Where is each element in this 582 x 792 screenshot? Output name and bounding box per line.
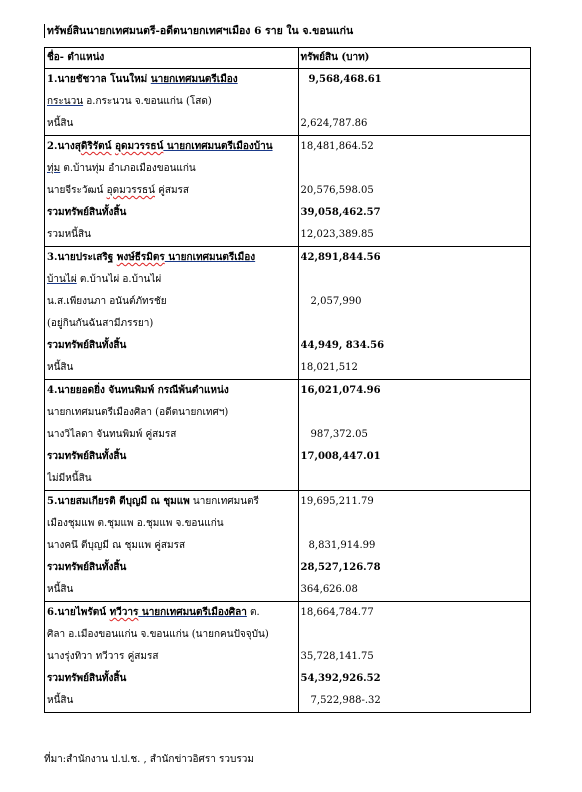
entry-2-total-label: รวมทรัพย์สินทั้งสิ้น — [47, 207, 127, 218]
entry-5-name: 5.นายสมเกียรติ ตีบุญมี ณ ชุมแพ — [47, 496, 190, 507]
entry-6-asset: 18,664,784.77 — [300, 607, 374, 618]
entry-6-line-2: ศิลา อ.เมืองขอนแก่น จ.ขอนแก่น (นายกคนปัจจุบัน) — [47, 629, 269, 640]
entry-2-asset: 18,481,864.52 — [300, 141, 374, 152]
entry-4-total: 17,008,447.01 — [300, 451, 381, 462]
entry-6-sub-district: ต. — [246, 607, 260, 618]
entry-6-asset-cell — [298, 602, 530, 713]
entry-2-total: 39,058,462.57 — [300, 207, 381, 218]
entry-6-surname: ทวีวาร — [109, 607, 139, 618]
entry-2-name-b: ดิริรัตน์ — [80, 141, 112, 152]
entry-2-line-1 — [47, 136, 298, 158]
entry-5-position: นายกเทศมนตรี — [189, 496, 259, 507]
entry-1-name: 1.นายชัชวาล โนนใหม่ — [47, 74, 148, 85]
entry-5-spouse: นางคนึ ตีบุญมี ณ ชุมแพ คู่สมรส — [47, 540, 186, 551]
table-row — [45, 491, 531, 602]
entry-1-asset-cell — [298, 69, 530, 136]
entry-5-total: 28,527,126.78 — [300, 562, 381, 573]
entry-3-name-a: 3.นายประเสริฐ — [47, 252, 117, 263]
entry-2-spouse-c: คู่สมรส — [154, 185, 190, 196]
table-row — [45, 602, 531, 713]
entry-1-name-cell — [45, 69, 299, 136]
entry-4-line-1: 4.นายยอดยิ่ง จันทนพิมพ์ กรณีพ้นตำแหน่ง — [47, 385, 229, 396]
entry-2-spouse — [47, 180, 298, 202]
entry-3-place-link[interactable]: บ้านไผ่ — [47, 274, 77, 285]
entry-3-position-link[interactable]: นายกเทศมนตรีเมือง — [164, 252, 256, 263]
entry-1-debt: 2,624,787.86 — [300, 118, 368, 129]
entry-6-spouse: นางรุ่งทิวา ทวีวาร คู่สมรส — [47, 651, 159, 662]
entry-5-debt-label: หนี้สิน — [47, 584, 74, 595]
entry-2-spouse-b: อุดมวรรธน์ — [106, 185, 155, 196]
entry-2-place-rest: ต.บ้านทุ่ม อำเภอเมืองขอนแก่น — [60, 163, 196, 174]
entry-2-spouse-asset: 20,576,598.05 — [300, 185, 374, 196]
entry-6-total: 54,392,926.52 — [300, 673, 381, 684]
entry-3-asset-cell — [298, 247, 530, 380]
entry-3-debt-label: หนี้สิน — [47, 362, 74, 373]
assets-table — [44, 47, 531, 713]
entry-2-position-link[interactable]: นายกเทศมนตรีเมืองบ้าน — [163, 141, 273, 152]
entry-3-partner-note: (อยู่กินกันฉันสามีภรรยา) — [47, 318, 154, 329]
entry-2-asset-cell — [298, 136, 530, 247]
entry-6-spouse-asset: 35,728,141.75 — [300, 651, 374, 662]
entry-6-line-1 — [47, 602, 298, 624]
entry-3-total-label: รวมทรัพย์สินทั้งสิ้น — [47, 340, 127, 351]
table-header-row — [45, 48, 531, 69]
entry-5-name-cell — [45, 491, 299, 602]
entry-3-partner: น.ส.เพียงนภา อนันต์ภัทรชัย — [47, 296, 167, 307]
entry-2-name-cell — [45, 136, 299, 247]
entry-1-asset: 9,568,468.61 — [308, 74, 382, 85]
entry-5-spouse-asset: 8,831,914.99 — [308, 540, 376, 551]
entry-1-place-rest: อ.กระนวน จ.ขอนแก่น (โสด) — [83, 96, 212, 107]
entry-5-total-label: รวมทรัพย์สินทั้งสิ้น — [47, 562, 127, 573]
entry-6-name-cell — [45, 602, 299, 713]
entry-1-line-1 — [47, 69, 298, 91]
header-name-position: ชื่อ- ตำแหน่ง — [45, 48, 299, 69]
entry-6-debt-label: หนี้สิน — [47, 695, 74, 706]
document-title: ทรัพย์สินนายกเทศมนตรี-อดีตนายกเทศฯเมือง 6 ราย ใน จ.ขอนแก่น — [44, 24, 353, 38]
entry-6-position-link[interactable]: นายกเทศมนตรีเมืองศิลา — [138, 607, 247, 618]
entry-5-asset: 19,695,211.79 — [300, 496, 374, 507]
entry-4-line-2: นายกเทศมนตรีเมืองศิลา (อดีตนายกเทศฯ) — [47, 407, 229, 418]
entry-3-asset: 42,891,844.56 — [300, 252, 381, 263]
entry-1-debt-label: หนี้สิน — [47, 118, 74, 129]
entry-3-line-2 — [47, 269, 298, 291]
entry-1-position-link[interactable]: นายกเทศมนตรีเมือง — [150, 74, 238, 85]
entry-3-partner-asset: 2,057,990 — [310, 296, 362, 307]
entry-4-asset: 16,021,074.96 — [300, 385, 381, 396]
entry-4-asset-cell — [298, 380, 530, 491]
entry-4-spouse: นางวิไลดา จันทนพิมพ์ คู่สมรส — [47, 429, 177, 440]
entry-1-line-2 — [47, 91, 298, 113]
entry-5-asset-cell — [298, 491, 530, 602]
table-row — [45, 69, 531, 136]
entry-4-no-debt: ไม่มีหนี้สิน — [47, 473, 92, 484]
entry-3-debt: 18,021,512 — [300, 362, 358, 373]
entry-3-total: 44,949, 834.56 — [300, 340, 385, 351]
table-row — [45, 136, 531, 247]
table-row — [45, 247, 531, 380]
table-row — [45, 380, 531, 491]
entry-3-line-1 — [47, 247, 298, 269]
entry-2-debt-label: รวมหนี้สิน — [47, 229, 91, 240]
entry-2-surname: อุดมวรรธน์ — [114, 141, 164, 152]
entry-5-line-1 — [47, 491, 298, 513]
entry-6-total-label: รวมทรัพย์สินทั้งสิ้น — [47, 673, 127, 684]
entry-2-place-link[interactable]: ทุ่ม — [47, 163, 61, 174]
entry-4-total-label: รวมทรัพย์สินทั้งสิ้น — [47, 451, 127, 462]
entry-3-place-rest: ต.บ้านไผ่ อ.บ้านไผ่ — [76, 274, 162, 285]
entry-6-name: 6.นายไพรัตน์ — [47, 607, 110, 618]
entry-3-name-cell — [45, 247, 299, 380]
entry-5-line-2: เมืองชุมแพ ต.ชุมแพ อ.ชุมแพ จ.ขอนแก่น — [47, 518, 224, 529]
entry-2-name-a: 2.นางสุ — [47, 141, 81, 152]
entry-2-spouse-a: นายจีระวัฒน์ — [47, 185, 107, 196]
entry-5-debt: 364,626.08 — [300, 584, 358, 595]
entry-2-line-2 — [47, 158, 298, 180]
entry-1-place-link[interactable]: กระนวน — [47, 96, 84, 107]
entry-2-debt: 12,023,389.85 — [300, 229, 374, 240]
entry-3-surname: พงษ์ธีรมิตร — [116, 252, 165, 263]
entry-4-spouse-asset: 987,372.05 — [310, 429, 368, 440]
entry-4-name-cell — [45, 380, 299, 491]
source-note: ที่มา:สำนักงาน ป.ป.ช. , สำนักข่าวอิศรา รวบรวม — [44, 754, 254, 765]
entry-6-debt: 7,522,988-.32 — [310, 695, 381, 706]
header-assets: ทรัพย์สิน (บาท) — [298, 48, 530, 69]
